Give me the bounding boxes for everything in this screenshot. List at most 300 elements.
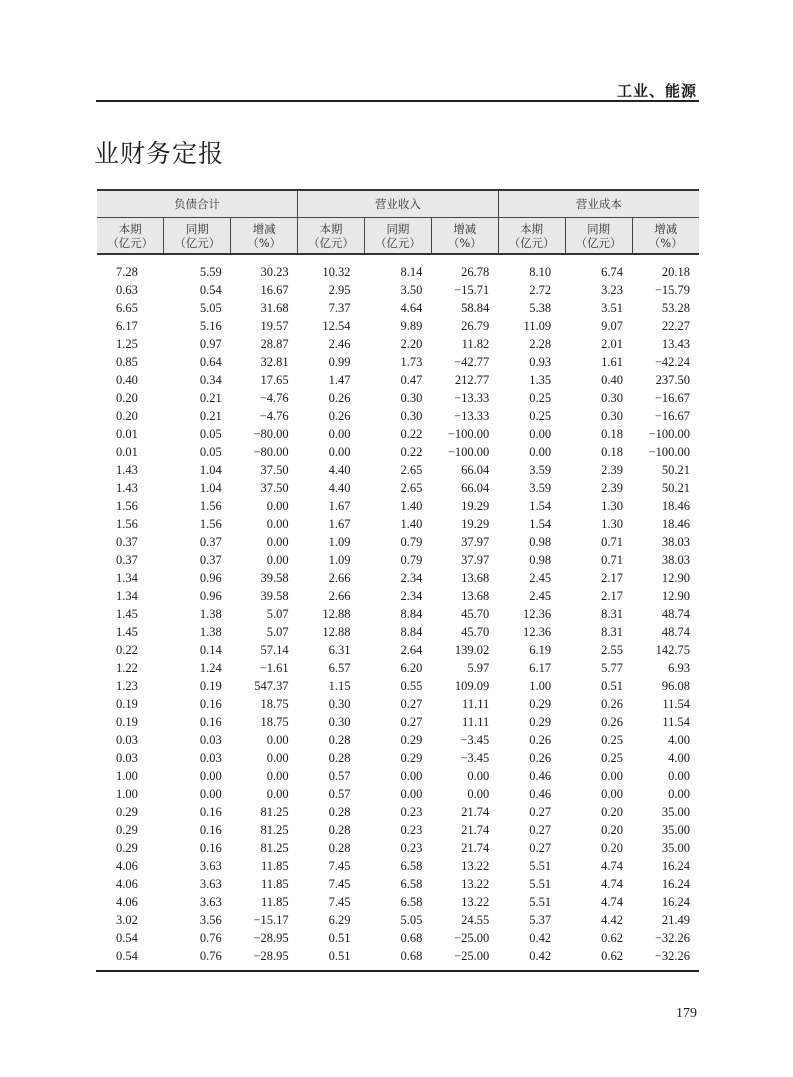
table-cell: 0.30 — [400, 408, 423, 423]
table-row — [97, 587, 699, 605]
table-cell: 0.98 — [529, 552, 552, 567]
table-cell: 5.07 — [266, 624, 289, 639]
column-header-label: 增减 — [252, 221, 276, 236]
table-cell: 2.20 — [400, 336, 423, 351]
table-cell: 7.45 — [328, 876, 351, 891]
table-cell: 0.00 — [328, 426, 351, 441]
table-cell: 0.46 — [529, 768, 552, 783]
table-cell: 0.37 — [199, 534, 222, 549]
table-cell: 18.46 — [661, 516, 690, 531]
table-cell: 4.42 — [601, 912, 623, 927]
table-cell: 0.00 — [266, 786, 289, 801]
table-cell: −25.00 — [454, 948, 490, 963]
table-cell: 2.17 — [601, 570, 623, 585]
table-cell: 0.05 — [199, 444, 222, 459]
table-cell: 50.21 — [661, 480, 690, 495]
table-cell: 6.58 — [400, 894, 423, 909]
table-cell: 1.22 — [116, 660, 138, 675]
table-cell: −4.76 — [259, 408, 289, 423]
table-cell: 0.40 — [601, 372, 623, 387]
table-cell: 20.18 — [661, 264, 690, 279]
table-row — [97, 425, 699, 443]
table-cell: 1.09 — [328, 534, 351, 549]
table-cell: 0.76 — [199, 948, 222, 963]
group-header-liabilities: 负债合计 — [97, 190, 298, 218]
table-cell: −1.61 — [259, 660, 289, 675]
table-cell: 6.58 — [400, 876, 423, 891]
table-cell: 1.15 — [328, 678, 351, 693]
table-cell: 7.45 — [328, 894, 351, 909]
table-cell: 3.63 — [199, 876, 222, 891]
table-cell: 0.57 — [328, 786, 351, 801]
table-cell: 0.23 — [400, 822, 423, 837]
table-cell: 0.29 — [116, 822, 138, 837]
table-cell: 13.68 — [461, 570, 490, 585]
table-cell: 1.38 — [199, 624, 222, 639]
table-cell: 8.84 — [400, 624, 423, 639]
column-header-unit: （亿元） — [174, 235, 221, 250]
table-cell: 0.00 — [199, 768, 222, 783]
table-row — [97, 893, 699, 911]
table-cell: 4.06 — [116, 894, 138, 909]
table-cell: 45.70 — [461, 624, 490, 639]
table-cell: 2.34 — [400, 570, 423, 585]
table-cell: 0.29 — [116, 840, 138, 855]
table-cell: 2.55 — [601, 642, 623, 657]
sub-header-row — [97, 218, 699, 255]
table-cell: 2.34 — [400, 588, 423, 603]
table-row — [97, 281, 699, 299]
table-cell: 1.35 — [529, 372, 552, 387]
table-cell: 11.85 — [260, 876, 289, 891]
table-cell: 66.04 — [461, 480, 490, 495]
table-row — [97, 533, 699, 551]
table-cell: −100.00 — [648, 444, 690, 459]
table-row — [97, 857, 699, 875]
table-cell: 5.38 — [529, 300, 552, 315]
table-cell: 3.63 — [199, 894, 222, 909]
table-cell: 35.00 — [661, 840, 690, 855]
table-cell: 0.19 — [116, 696, 138, 711]
table-cell: 0.71 — [601, 534, 623, 549]
table-cell: 11.82 — [461, 336, 490, 351]
table-cell: 0.20 — [116, 390, 138, 405]
table-row — [97, 605, 699, 623]
table-cell: 8.31 — [601, 624, 623, 639]
table-cell: 2.72 — [529, 282, 552, 297]
table-cell: 9.07 — [601, 318, 623, 333]
table-cell: 0.29 — [400, 732, 423, 747]
table-cell: 1.56 — [199, 516, 222, 531]
table-cell: 1.47 — [328, 372, 351, 387]
column-header-unit: （亿元） — [508, 235, 555, 250]
table-cell: 0.20 — [601, 804, 623, 819]
table-row — [97, 839, 699, 857]
table-cell: 0.98 — [529, 534, 552, 549]
table-cell: −25.00 — [454, 930, 490, 945]
table-cell: 2.45 — [529, 570, 552, 585]
table-cell: 4.40 — [328, 462, 351, 477]
table-cell: 0.16 — [199, 804, 222, 819]
table-cell: 0.03 — [199, 732, 222, 747]
table-cell: 0.30 — [601, 390, 623, 405]
table-cell: 0.16 — [199, 714, 222, 729]
table-cell: −16.67 — [654, 390, 690, 405]
page-number: 179 — [676, 1006, 697, 1021]
table-cell: 0.54 — [116, 930, 138, 945]
table-cell: 4.00 — [668, 750, 690, 765]
table-cell: 0.22 — [116, 642, 138, 657]
table-cell: 81.25 — [260, 804, 289, 819]
table-row — [97, 569, 699, 587]
table-cell: 6.20 — [400, 660, 423, 675]
table-cell: 0.42 — [529, 930, 552, 945]
table-cell: 3.02 — [116, 912, 138, 927]
table-cell: 1.43 — [116, 462, 138, 477]
table-cell: 1.00 — [529, 678, 552, 693]
table-cell: 0.00 — [529, 444, 552, 459]
table-cell: 11.85 — [260, 858, 289, 873]
table-cell: 12.88 — [322, 606, 351, 621]
table-row — [97, 389, 699, 407]
table-cell: 13.22 — [461, 876, 490, 891]
table-cell: 0.05 — [199, 426, 222, 441]
table-cell: 0.62 — [601, 930, 623, 945]
table-cell: 6.31 — [328, 642, 351, 657]
table-cell: 0.00 — [266, 750, 289, 765]
table-cell: 0.42 — [529, 948, 552, 963]
table-cell: 212.77 — [454, 372, 490, 387]
table-cell: 1.30 — [601, 498, 623, 513]
table-cell: 0.26 — [601, 696, 623, 711]
table-cell: 0.71 — [601, 552, 623, 567]
table-cell: 0.22 — [400, 444, 423, 459]
column-header-unit: （亿元） — [107, 235, 154, 250]
table-cell: 53.28 — [661, 300, 690, 315]
table-cell: 1.54 — [529, 498, 552, 513]
table-cell: 2.46 — [328, 336, 351, 351]
table-cell: 0.57 — [328, 768, 351, 783]
table-cell: 2.17 — [601, 588, 623, 603]
table-cell: 16.24 — [661, 858, 690, 873]
table-cell: 16.24 — [661, 876, 690, 891]
table-cell: 4.40 — [328, 480, 351, 495]
table-cell: −13.33 — [454, 390, 490, 405]
table-cell: 0.26 — [328, 408, 351, 423]
table-cell: 0.28 — [328, 822, 351, 837]
table-cell: 1.04 — [199, 462, 222, 477]
column-header-label: 本期 — [118, 221, 142, 236]
table-cell: 38.03 — [661, 552, 690, 567]
table-cell: 18.75 — [260, 714, 289, 729]
column-header — [632, 218, 699, 255]
column-header — [431, 218, 498, 255]
table-cell: 0.30 — [601, 408, 623, 423]
table-cell: 0.22 — [400, 426, 423, 441]
financial-table — [97, 189, 699, 965]
table-cell: 22.27 — [661, 318, 690, 333]
table-cell: 0.76 — [199, 930, 222, 945]
table-cell: 0.00 — [199, 786, 222, 801]
table-cell: 30.23 — [260, 264, 289, 279]
column-header-unit: （亿元） — [575, 235, 622, 250]
column-header — [97, 218, 164, 255]
table-cell: −13.33 — [454, 408, 490, 423]
table-cell: 38.03 — [661, 534, 690, 549]
table-cell: 7.37 — [328, 300, 351, 315]
table-cell: 1.56 — [116, 516, 138, 531]
table-cell: 0.30 — [328, 696, 351, 711]
table-cell: 8.31 — [601, 606, 623, 621]
table-cell: 13.22 — [461, 858, 490, 873]
table-cell: 37.50 — [260, 480, 289, 495]
table-cell: 1.45 — [116, 624, 138, 639]
table-cell: 81.25 — [260, 822, 289, 837]
table-cell: 19.57 — [260, 318, 289, 333]
table-cell: 3.59 — [529, 462, 552, 477]
table-cell: 11.11 — [462, 714, 490, 729]
table-row — [97, 254, 699, 281]
table-cell: 3.56 — [199, 912, 222, 927]
table-cell: 48.74 — [661, 606, 690, 621]
table-cell: 0.03 — [116, 750, 138, 765]
table-cell: 5.77 — [601, 660, 623, 675]
table-cell: −28.95 — [253, 948, 289, 963]
table-cell: 5.97 — [467, 660, 490, 675]
table-cell: 0.18 — [601, 444, 623, 459]
table-cell: 0.62 — [601, 948, 623, 963]
table-cell: 0.26 — [529, 750, 552, 765]
table-cell: 4.74 — [601, 858, 623, 873]
table-cell: 1.40 — [400, 516, 423, 531]
table-cell: 1.09 — [328, 552, 351, 567]
table-cell: 6.65 — [116, 300, 138, 315]
table-cell: 12.54 — [322, 318, 351, 333]
table-cell: 0.28 — [328, 750, 351, 765]
table-cell: 13.22 — [461, 894, 490, 909]
table-cell: 58.84 — [461, 300, 490, 315]
table-cell: −32.26 — [654, 948, 690, 963]
table-cell: 0.23 — [400, 804, 423, 819]
table-cell: 0.54 — [199, 282, 222, 297]
column-header-label: 本期 — [319, 221, 343, 236]
table-cell: 21.49 — [661, 912, 690, 927]
group-header-revenue: 营业收入 — [298, 190, 499, 218]
table-row — [97, 299, 699, 317]
table-cell: 0.96 — [199, 588, 222, 603]
table-cell: 18.46 — [661, 498, 690, 513]
table-cell: 13.43 — [661, 336, 690, 351]
table-cell: 0.01 — [116, 444, 138, 459]
table-row — [97, 551, 699, 569]
table-row — [97, 911, 699, 929]
table-cell: 0.19 — [116, 714, 138, 729]
table-cell: 0.55 — [400, 678, 423, 693]
table-cell: 0.27 — [529, 840, 552, 855]
table-cell: 0.20 — [601, 840, 623, 855]
table-row — [97, 731, 699, 749]
table-cell: 2.39 — [601, 480, 623, 495]
table-cell: 31.68 — [260, 300, 289, 315]
table-cell: 12.36 — [523, 624, 552, 639]
table-cell: 6.58 — [400, 858, 423, 873]
column-header-unit: （%） — [648, 235, 683, 250]
column-header — [498, 218, 565, 255]
table-cell: 0.00 — [266, 552, 289, 567]
column-header — [365, 218, 432, 255]
table-cell: 57.14 — [260, 642, 289, 657]
table-cell: 0.37 — [116, 552, 138, 567]
table-cell: 37.97 — [461, 552, 490, 567]
table-cell: 4.06 — [116, 858, 138, 873]
table-row — [97, 947, 699, 965]
table-cell: −80.00 — [253, 426, 289, 441]
table-cell: 5.07 — [266, 606, 289, 621]
table-cell: 3.51 — [601, 300, 623, 315]
section-label: 工业、能源 — [616, 82, 697, 100]
table-cell: 8.84 — [400, 606, 423, 621]
table-cell: 0.68 — [400, 948, 423, 963]
table-cell: 0.40 — [116, 372, 138, 387]
table-cell: 0.51 — [328, 930, 351, 945]
table-cell: 11.54 — [662, 714, 690, 729]
table-cell: 6.93 — [668, 660, 690, 675]
table-cell: 21.74 — [461, 840, 490, 855]
table-cell: 21.74 — [461, 822, 490, 837]
table-cell: −3.45 — [460, 750, 490, 765]
table-cell: 0.00 — [601, 768, 623, 783]
table-cell: 0.00 — [400, 768, 423, 783]
table-cell: 0.00 — [266, 534, 289, 549]
table-cell: 1.24 — [199, 660, 222, 675]
table-cell: 16.67 — [260, 282, 289, 297]
table-cell: 39.58 — [260, 570, 289, 585]
table-cell: −100.00 — [447, 426, 490, 441]
table-cell: 0.37 — [199, 552, 222, 567]
table-cell: 12.88 — [322, 624, 351, 639]
table-cell: 142.75 — [655, 642, 690, 657]
table-cell: 0.26 — [328, 390, 351, 405]
column-header-unit: （亿元） — [308, 235, 355, 250]
column-header-label: 同期 — [587, 221, 611, 236]
table-row — [97, 767, 699, 785]
table-cell: 0.99 — [328, 354, 351, 369]
table-row — [97, 803, 699, 821]
top-rule — [96, 100, 699, 102]
column-header — [231, 218, 298, 255]
table-row — [97, 713, 699, 731]
table-cell: 0.03 — [199, 750, 222, 765]
table-cell: 0.00 — [601, 786, 623, 801]
table-cell: 4.06 — [116, 876, 138, 891]
table-cell: 50.21 — [661, 462, 690, 477]
table-cell: 0.46 — [529, 786, 552, 801]
table-cell: 6.74 — [601, 264, 623, 279]
table-cell: 32.81 — [260, 354, 289, 369]
column-header — [565, 218, 632, 255]
table-cell: 1.40 — [400, 498, 423, 513]
table-cell: 6.19 — [529, 642, 552, 657]
table-cell: 3.63 — [199, 858, 222, 873]
table-cell: 2.01 — [601, 336, 623, 351]
table-cell: 19.29 — [461, 498, 490, 513]
table-cell: 7.28 — [116, 264, 138, 279]
table-row — [97, 785, 699, 803]
column-header-label: 增减 — [453, 221, 477, 236]
table-row — [97, 929, 699, 947]
table-cell: −28.95 — [253, 930, 289, 945]
table-row — [97, 371, 699, 389]
table-cell: 0.25 — [601, 750, 623, 765]
table-row — [97, 317, 699, 335]
table-cell: 109.09 — [454, 678, 490, 693]
table-cell: 21.74 — [461, 804, 490, 819]
table-cell: 0.00 — [266, 768, 289, 783]
table-cell: 13.68 — [461, 588, 490, 603]
table-cell: 547.37 — [254, 678, 289, 693]
table-cell: 0.28 — [328, 840, 351, 855]
table-cell: 12.90 — [661, 570, 690, 585]
table-row — [97, 335, 699, 353]
table-cell: −16.67 — [654, 408, 690, 423]
table-cell: 0.96 — [199, 570, 222, 585]
table-row — [97, 659, 699, 677]
table-cell: 1.23 — [116, 678, 138, 693]
table-cell: 0.23 — [400, 840, 423, 855]
table-cell: 11.11 — [462, 696, 490, 711]
table-cell: 37.97 — [461, 534, 490, 549]
table-cell: 37.50 — [260, 462, 289, 477]
table-cell: 3.59 — [529, 480, 552, 495]
table-cell: 0.20 — [116, 408, 138, 423]
page-title: 业财务定报 — [94, 139, 225, 168]
group-header-cost: 营业成本 — [498, 190, 699, 218]
table-cell: 39.58 — [260, 588, 289, 603]
table-cell: 0.37 — [116, 534, 138, 549]
table-cell: 0.29 — [400, 750, 423, 765]
table-cell: −15.79 — [654, 282, 690, 297]
table-cell: 12.90 — [661, 588, 690, 603]
table-row — [97, 443, 699, 461]
table-cell: 0.27 — [529, 822, 552, 837]
table-cell: 26.78 — [461, 264, 490, 279]
table-cell: 17.65 — [260, 372, 289, 387]
table-cell: 96.08 — [661, 678, 690, 693]
table-cell: 5.51 — [529, 894, 552, 909]
table-cell: 1.00 — [116, 768, 138, 783]
table-cell: −42.24 — [654, 354, 690, 369]
table-cell: 10.32 — [322, 264, 351, 279]
table-cell: 0.21 — [199, 390, 222, 405]
table-cell: 11.09 — [523, 318, 552, 333]
table-cell: 81.25 — [260, 840, 289, 855]
table-cell: 4.64 — [400, 300, 423, 315]
table-cell: 8.14 — [400, 264, 423, 279]
table-cell: 0.34 — [199, 372, 222, 387]
table-cell: 5.37 — [529, 912, 552, 927]
table-cell: 1.25 — [116, 336, 138, 351]
table-cell: 0.28 — [328, 732, 351, 747]
table-row — [97, 623, 699, 641]
table-cell: 0.01 — [116, 426, 138, 441]
table-cell: 2.28 — [529, 336, 552, 351]
table-row — [97, 515, 699, 533]
column-header — [164, 218, 231, 255]
bottom-rule — [96, 970, 699, 972]
column-header — [298, 218, 365, 255]
table-cell: 5.05 — [400, 912, 423, 927]
table-cell: 6.29 — [328, 912, 351, 927]
